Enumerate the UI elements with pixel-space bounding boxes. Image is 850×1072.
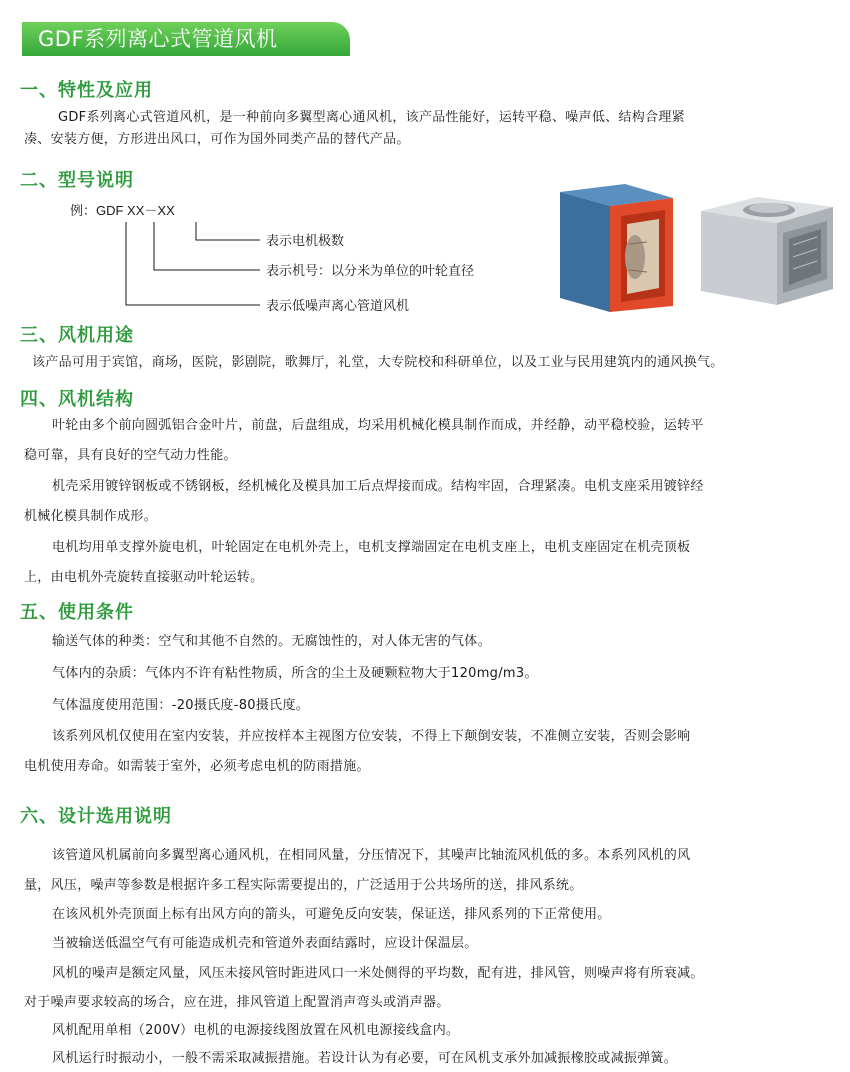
usage-line-1: 该产品可用于宾馆，商场，医院，影剧院，歌舞厅，礼堂，大专院校和科研单位，以及工业与民用建筑内的通风换气。	[32, 355, 724, 370]
structure-line-2: 稳可靠，具有良好的空气动力性能。	[24, 448, 237, 463]
label-motor-poles: 表示电机极数	[266, 233, 345, 248]
design-line-2: 量，风压，噪声等参数是根据许多工程实际需要提出的，广泛适用于公共场所的送，排风系统。	[24, 878, 583, 893]
page-title-banner	[22, 22, 350, 56]
structure-line-3: 机壳采用镀锌钢板或不锈钢板，经机械化及模具加工后点焊接而成。结构牢固，合理紧凑。电机支座采用镀锌经	[52, 479, 704, 494]
design-line-1: 该管道风机属前向多翼型离心通风机，在相同风量，分压情况下，其噪声比轴流风机低的多。本系列风机的风	[52, 848, 691, 863]
conditions-line-1: 输送气体的种类：空气和其他不自然的。无腐蚀性的，对人体无害的气体。	[52, 634, 491, 649]
fan-photo-galvanized	[697, 193, 837, 311]
leader-line-size	[154, 222, 260, 270]
section-heading-conditions: 五、使用条件	[20, 602, 134, 623]
leader-line-type	[126, 222, 260, 305]
conditions-line-4: 该系列风机仅使用在室内安装，并应按样本主视图方位安装，不得上下颠倒安装，不准侧立安装，否则会影响	[52, 729, 691, 744]
section-heading-usage: 三、风机用途	[20, 325, 134, 346]
model-example: 例：GDF XX－XX	[70, 203, 175, 218]
features-line-2: 凑、安装方便，方形进出风口，可作为国外同类产品的替代产品。	[24, 132, 410, 147]
label-machine-size: 表示机号：以分米为单位的叶轮直径	[266, 263, 475, 278]
structure-line-6: 上，由电机外壳旋转直接驱动叶轮运转。	[24, 570, 264, 585]
conditions-line-3: 气体温度使用范围：-20摄氏度-80摄氏度。	[52, 698, 310, 713]
structure-line-4: 机械化模具制作成形。	[24, 509, 158, 524]
fan-photo-red-blue	[555, 184, 680, 324]
design-line-5: 风机的噪声是额定风量，风压未接风管时距进风口一米处侧得的平均数，配有进，排风管，则噪声将有所衰减。	[52, 966, 704, 981]
design-line-7: 风机配用单相（200V）电机的电源接线图放置在风机电源接线盒内。	[52, 1023, 460, 1038]
design-line-4: 当被输送低温空气有可能造成机壳和管道外表面结露时，应设计保温层。	[52, 936, 478, 951]
page-title: GDF系列离心式管道风机	[38, 27, 278, 51]
section-heading-features: 一、特性及应用	[20, 80, 153, 101]
section-heading-model: 二、型号说明	[20, 170, 134, 191]
design-line-3: 在该风机外壳顶面上标有出风方向的箭头，可避免反向安装，保证送，排风系列的下正常使用。	[52, 907, 611, 922]
section-heading-structure: 四、风机结构	[20, 389, 134, 410]
leader-line-poles	[196, 222, 260, 240]
features-line-1: GDF系列离心式管道风机，是一种前向多翼型离心通风机，该产品性能好，运转平稳、噪声低、结构合理紧	[58, 110, 685, 125]
model-code-diagram	[60, 195, 500, 320]
label-fan-type: 表示低噪声离心管道风机	[266, 298, 410, 313]
design-line-6: 对于噪声要求较高的场合，应在进，排风管道上配置消声弯头或消声器。	[24, 995, 450, 1010]
conditions-line-5: 电机使用寿命。如需装于室外，必须考虑电机的防雨措施。	[24, 759, 370, 774]
structure-line-1: 叶轮由多个前向圆弧铝合金叶片，前盘，后盘组成，均采用机械化模具制作而成，并经静，动平稳校验，运转平	[52, 418, 704, 433]
section-heading-design: 六、设计选用说明	[20, 806, 172, 827]
conditions-line-2: 气体内的杂质：气体内不许有粘性物质，所含的尘土及硬颗粒物大于120mg/m3。	[52, 666, 538, 681]
structure-line-5: 电机均用单支撑外旋电机，叶轮固定在电机外壳上，电机支撑端固定在电机支座上，电机支座固定在机壳顶板	[52, 540, 691, 555]
design-line-8: 风机运行时振动小，一般不需采取减振措施。若设计认为有必要，可在风机支承外加减振橡胶或减振弹簧。	[52, 1051, 678, 1066]
